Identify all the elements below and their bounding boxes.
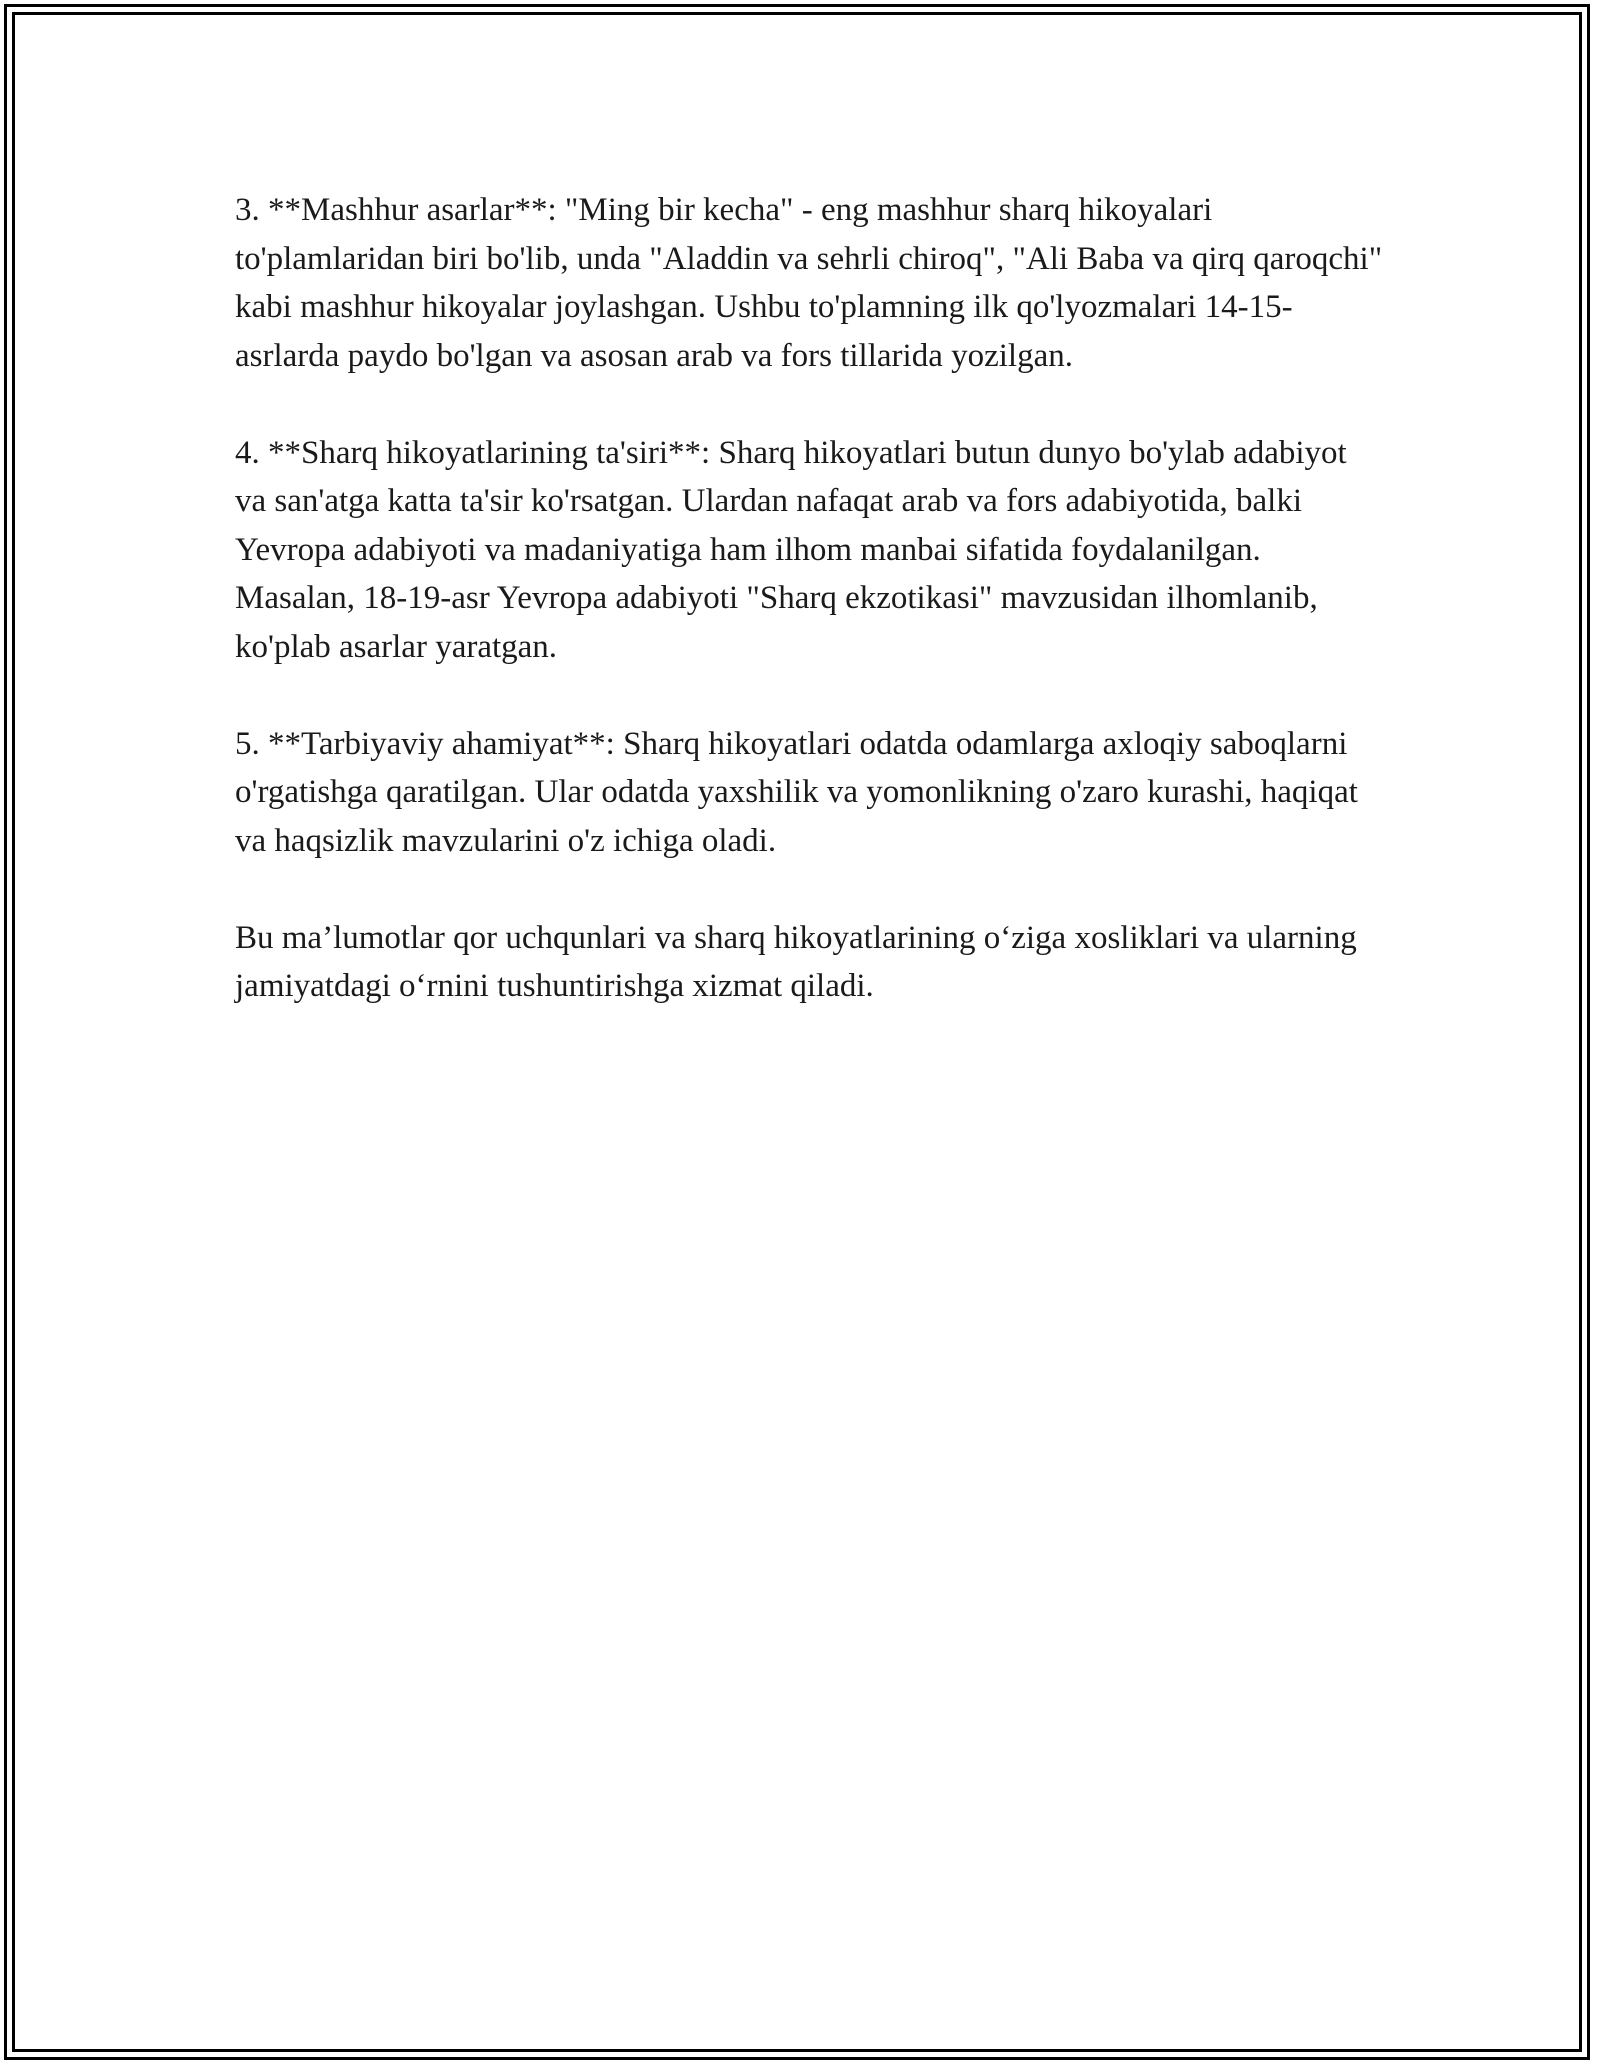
paragraph-influence: 4. **Sharq hikoyatlarining ta'siri**: Sharq hikoyatlari butun dunyo bo'ylab adabiyot va san'atga katta ta'sir ko'rsatgan. Ulardan nafaqat arab va fors adabiyotida, balki Yevropa adabiyoti va madaniyatiga ham ilhom manbai sifatida foydalanilgan. Masalan, 18-19-asr Yevropa adabiyoti "Sharq ekzotikasi" mavzusidan ilhomlanib, ko'plab asarlar yaratgan.: [235, 434, 1347, 665]
paragraph-conclusion: Bu ma’lumotlar qor uchqunlari va sharq hikoyatlarining o‘ziga xosliklari va ularning jamiyatdagi o‘rnini tushuntirishga xizmat qiladi.: [235, 919, 1357, 1004]
document-body: [235, 186, 1385, 1059]
paragraph-famous-works: 3. **Mashhur asarlar**: "Ming bir kecha" - eng mashhur sharq hikoyalari to'plamlaridan biri bo'lib, unda "Aladdin va sehrli chiroq", "Ali Baba va qirq qaroqchi" kabi mashhur hikoyalar joylashgan. Ushbu to'plamning ilk qo'lyozmalari 14-15-asrlarda paydo bo'lgan va asosan arab va fors tillarida yozilgan.: [235, 192, 1383, 374]
paragraph-educational-value: 5. **Tarbiyaviy ahamiyat**: Sharq hikoyatlari odatda odamlarga axloqiy saboqlarni o'rgatishga qaratilgan. Ular odatda yaxshilik va yomonlikning o'zaro kurashi, haqiqat va haqsizlik mavzularini o'z ichiga oladi.: [235, 725, 1358, 859]
